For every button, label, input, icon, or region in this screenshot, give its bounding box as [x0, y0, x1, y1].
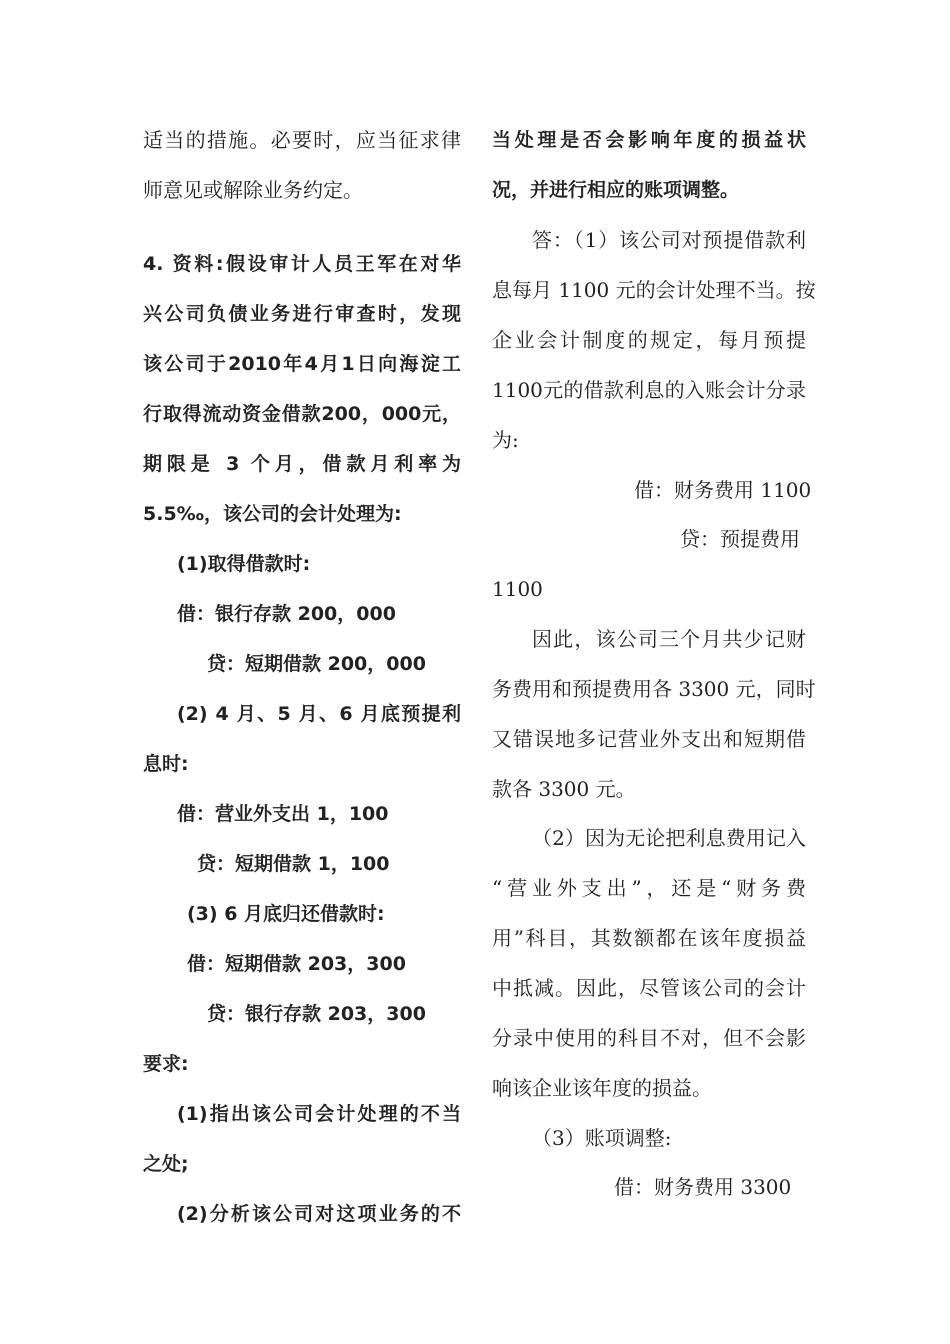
question-line: 况，并进行相应的账项调整。	[492, 179, 740, 201]
answer-line: 分录中使用的科目不对，但不会影	[492, 1026, 806, 1050]
journal-credit: 贷：短期借款 200，000	[207, 653, 426, 675]
answer-line: “营业外支出”，还是“财务费	[492, 876, 806, 900]
journal-debit: 借：银行存款 200，000	[177, 603, 396, 625]
journal-credit: 贷：预提费用	[680, 527, 800, 551]
question-line: 该公司于2010年4月1日向海淀工	[143, 353, 461, 375]
requirement-item: 之处;	[143, 1153, 189, 1175]
entry-step: 息时:	[143, 753, 189, 775]
journal-debit: 借：财务费用 3300	[614, 1175, 792, 1199]
answer-line: 为:	[492, 428, 519, 452]
journal-debit: 借：营业外支出 1，100	[177, 803, 389, 825]
journal-debit: 借：短期借款 203，300	[187, 953, 406, 975]
requirement-item: (1)指出该公司会计处理的不当	[177, 1103, 461, 1125]
answer-line: 响该企业该年度的损益。	[492, 1076, 712, 1100]
paragraph-line: 师意见或解除业务约定。	[143, 178, 363, 202]
question-line: 4. 资料:假设审计人员王军在对华	[143, 253, 461, 275]
answer-line: 1100元的借款利息的入账会计分录	[492, 378, 806, 402]
requirement-item: (2)分析该公司对这项业务的不	[177, 1203, 461, 1225]
journal-debit: 借：财务费用 1100	[634, 478, 812, 502]
answer-line: 中抵减。因此，尽管该公司的会计	[492, 976, 806, 1000]
answer-line: 务费用和预提费用各 3300 元，同时	[492, 677, 816, 701]
answer-line: 款各 3300 元。	[492, 777, 636, 801]
entry-step: (2) 4 月、5 月、6 月底预提利	[177, 703, 461, 725]
answer-line: （3）账项调整:	[532, 1126, 672, 1150]
answer-line: 息每月 1100 元的会计处理不当。按	[492, 278, 816, 302]
answer-line: 答：（1）该公司对预提借款利	[532, 228, 806, 252]
paragraph-line: 适当的措施。必要时，应当征求律	[143, 128, 461, 152]
journal-credit: 贷：银行存款 203，300	[207, 1003, 426, 1025]
entry-step: (1)取得借款时:	[177, 553, 311, 575]
journal-credit: 贷：短期借款 1，100	[197, 853, 390, 875]
question-line: 期限是 3 个月，借款月利率为	[143, 453, 461, 475]
entry-step: (3) 6 月底归还借款时:	[187, 903, 385, 925]
answer-line: 用”科目，其数额都在该年度损益	[492, 926, 806, 950]
answer-line: 因此，该公司三个月共少记财	[532, 627, 806, 651]
answer-line: （2）因为无论把利息费用记入	[532, 826, 806, 850]
question-line: 当处理是否会影响年度的损益状	[492, 129, 806, 151]
question-line: 5.5‰，该公司的会计处理为:	[143, 503, 402, 525]
journal-amount: 1100	[492, 577, 543, 601]
answer-line: 企业会计制度的规定，每月预提	[492, 328, 806, 352]
answer-line: 又错误地多记营业外支出和短期借	[492, 727, 806, 751]
question-line: 行取得流动资金借款200，000元，	[143, 403, 461, 425]
requirement-heading: 要求:	[143, 1053, 189, 1075]
question-line: 兴公司负债业务进行审查时，发现	[143, 303, 461, 325]
